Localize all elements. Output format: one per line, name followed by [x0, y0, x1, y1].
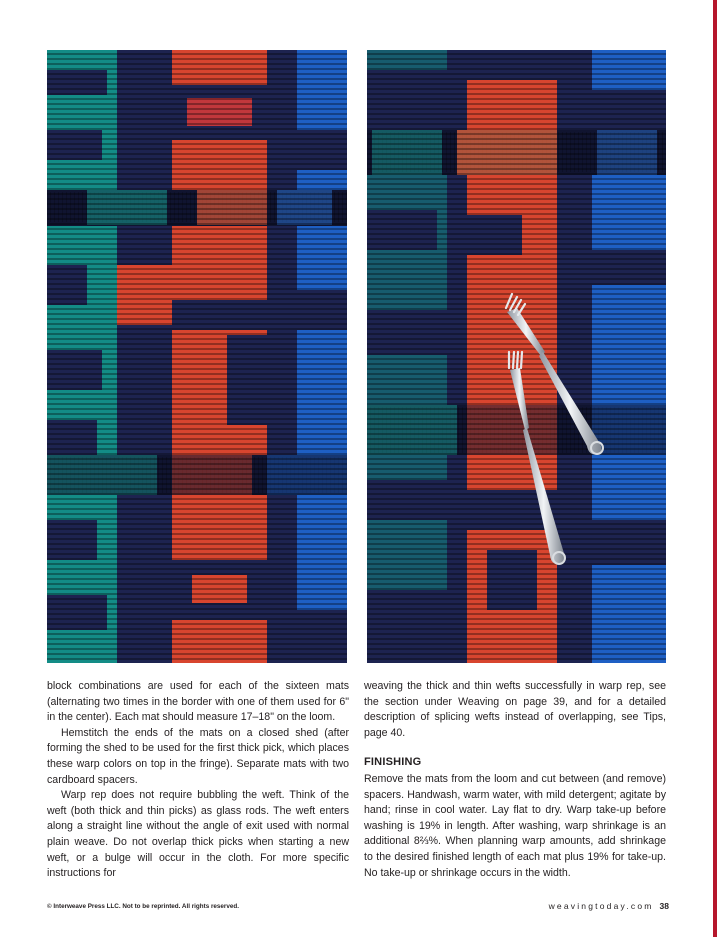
site-name: weavingtoday.com [548, 901, 654, 911]
woven-mats-with-forks-photo [367, 50, 666, 663]
left-photo [47, 50, 347, 663]
woven-mats-photo [47, 50, 347, 663]
body-paragraph: Remove the mats from the loom and cut between (and remove) spacers. Handwash, warm water, with mild detergent; agitate by hand; rinse in cool water. Lay flat to dry. Warp take-up before washing is 19% in length. After washing, warp shrinkage is an additional 8⅔%. When planning warp amounts, add shrinkage to the desired finished length of each mat plus 19% for take-up. No take-up or shrinkage occurs in the width. [364, 772, 666, 879]
body-paragraph: Warp rep does not require bubbling the weft. Think of the weft (both thick and thin picks) as glass rods. The weft enters along a straight line without the angle of exit used with normal plain weave. Do not overlap thick picks when starting a new weft, or a bulge will occur in the cloth. For more specific instructions for [47, 789, 349, 880]
page-footer [549, 901, 669, 911]
body-paragraph: weaving the thick and thin wefts successfully in warp rep, see the section under Weaving on page 39, and for a detailed description of splicing wefts instead of overlapping, see Tips, page 40. [364, 680, 666, 739]
body-paragraph: block combinations are used for each of the sixteen mats (alternating two times in the border with one of them used for 6" in the center). Each mat should measure 17–18" on the loom. [47, 680, 349, 724]
body-paragraph: Hemstitch the ends of the mats on a closed shed (after forming the shed to be used for the first thick pick, which places these warp colors on top in the fringe). Separate mats with two cardboard spacers. [47, 726, 349, 786]
right-text-column [364, 679, 666, 881]
copyright-notice: © Interweave Press LLC. Not to be reprinted. All rights reserved. [47, 903, 239, 910]
page-number: 38 [659, 901, 669, 911]
right-photo [367, 50, 666, 663]
page-edge-accent-rule [713, 0, 717, 937]
section-heading: FINISHING [364, 756, 422, 769]
left-text-column [47, 679, 349, 882]
